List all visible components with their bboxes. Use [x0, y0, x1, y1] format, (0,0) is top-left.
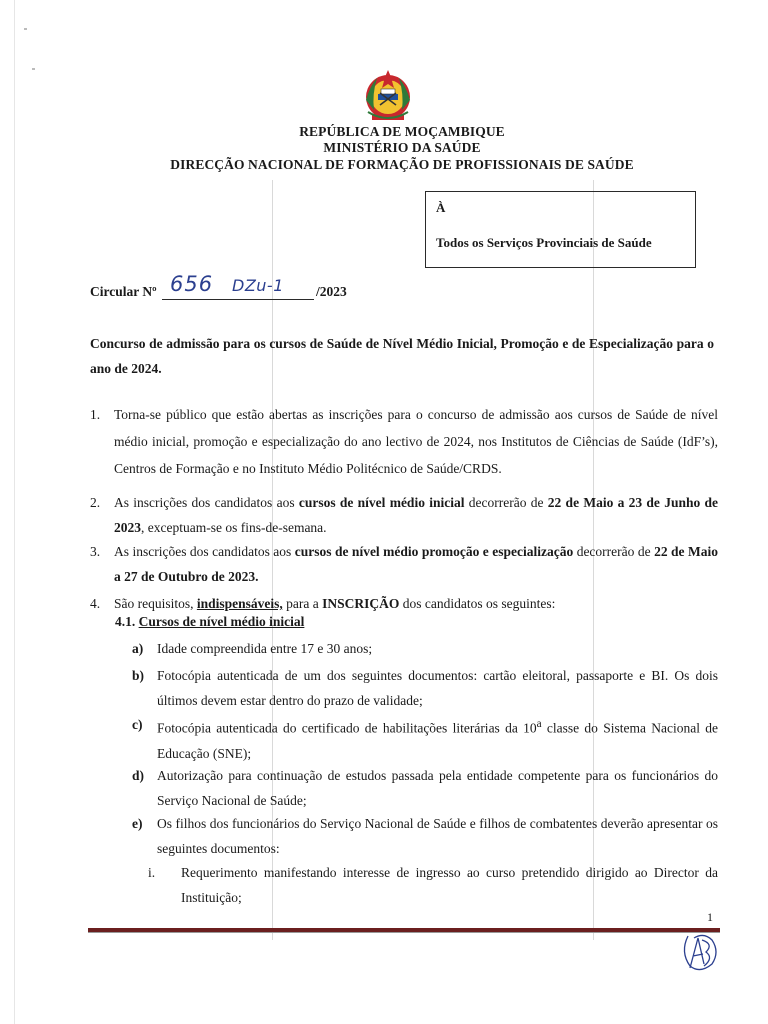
numbered-item — [90, 490, 718, 540]
addressee-prefix: À — [436, 200, 446, 215]
scan-margin-line — [14, 0, 15, 1024]
lettered-item — [132, 636, 718, 661]
circular-label: Circular Nº — [90, 284, 157, 299]
footer-rule — [88, 928, 720, 933]
section-heading: 4.1. Cursos de nível médio inicial — [115, 614, 305, 629]
item-text: As inscrições dos candidatos aos cursos de nível médio promoção e especialização decorrerão de 22 de Maio a 27 de Outubro de 2023. — [114, 544, 718, 584]
lettered-item — [132, 663, 718, 713]
item-text: Requerimento manifestando interesse de ingresso ao curso pretendido dirigido ao Director da Instituição; — [181, 865, 718, 905]
item-text: Fotocópia autenticada de um dos seguintes documentos: cartão eleitoral, passaporte e BI. Os dois últimos devem estar dentro do prazo de validade; — [157, 668, 718, 708]
numbered-item — [90, 590, 718, 617]
scan-speck — [24, 28, 27, 30]
roman-item — [148, 860, 718, 910]
item-text: Os filhos dos funcionários do Serviço Nacional de Saúde e filhos de combatentes deverão apresentar os seguintes documentos: — [157, 816, 718, 856]
item-text: Autorização para continuação de estudos passada pela entidade competente para os funcionários do Serviço Nacional de Saúde; — [157, 768, 718, 808]
header-ministry: MINISTÉRIO DA SAÚDE — [323, 140, 481, 155]
item-letter: d) — [132, 768, 145, 783]
item-number: 3. — [90, 544, 101, 559]
item-number: 4. — [90, 596, 101, 611]
addressee-box — [425, 191, 696, 268]
addressee-recipient: Todos os Serviços Provinciais de Saúde — [436, 235, 652, 250]
scan-speck — [32, 68, 35, 70]
circular-number-line — [162, 299, 314, 300]
item-text: São requisitos, indispensáveis, para a INSCRIÇÃO dos candidatos os seguintes: — [114, 596, 556, 611]
document-title: Concurso de admissão para os cursos de Saúde de Nível Médio Inicial, Promoção e de Especialização para o ano de 2024. — [90, 336, 714, 376]
numbered-item — [90, 401, 718, 482]
item-text: Fotocópia autenticada do certificado de habilitações literárias da 10$^a$ classe do Sistema Nacional de Educação (SNE); — [157, 718, 718, 761]
mozambique-emblem-icon — [350, 64, 426, 126]
item-text: Idade compreendida entre 17 e 30 anos; — [157, 641, 373, 656]
item-letter: c) — [132, 717, 143, 732]
item-letter: a) — [132, 641, 144, 656]
item-number: i. — [148, 865, 156, 880]
header-republic: REPÚBLICA DE MOÇAMBIQUE — [299, 124, 505, 139]
item-number: 1. — [90, 407, 101, 422]
lettered-item — [132, 763, 718, 813]
handwritten-circular-number: 656 — [170, 272, 214, 296]
lettered-item — [132, 811, 718, 861]
circular-year: /2023 — [316, 284, 347, 299]
item-letter: e) — [132, 816, 143, 831]
numbered-item — [90, 539, 718, 589]
item-text: Torna-se público que estão abertas as inscrições para o concurso de admissão aos cursos de Saúde de nível médio inicial, promoção e especialização do ano lectivo de 2024, nos Institutos de Ciências de Saúde (IdF’s), Centros de Formação e no Instituto Médio Politécnico de Saúde/CRDS. — [114, 407, 718, 476]
item-letter: b) — [132, 668, 145, 683]
page-number: 1 — [707, 910, 713, 924]
header-directorate: DIRECÇÃO NACIONAL DE FORMAÇÃO DE PROFISSIONAIS DE SAÚDE — [170, 157, 634, 172]
item-number: 2. — [90, 495, 101, 510]
handwritten-initials-icon — [676, 928, 724, 976]
handwritten-circular-code: DZu-1 — [232, 276, 284, 295]
lettered-item — [132, 712, 718, 766]
item-text: As inscrições dos candidatos aos cursos de nível médio inicial decorrerão de 22 de Maio a 23 de Junho de 2023, exceptuam-se os fins-de-semana. — [114, 495, 718, 535]
